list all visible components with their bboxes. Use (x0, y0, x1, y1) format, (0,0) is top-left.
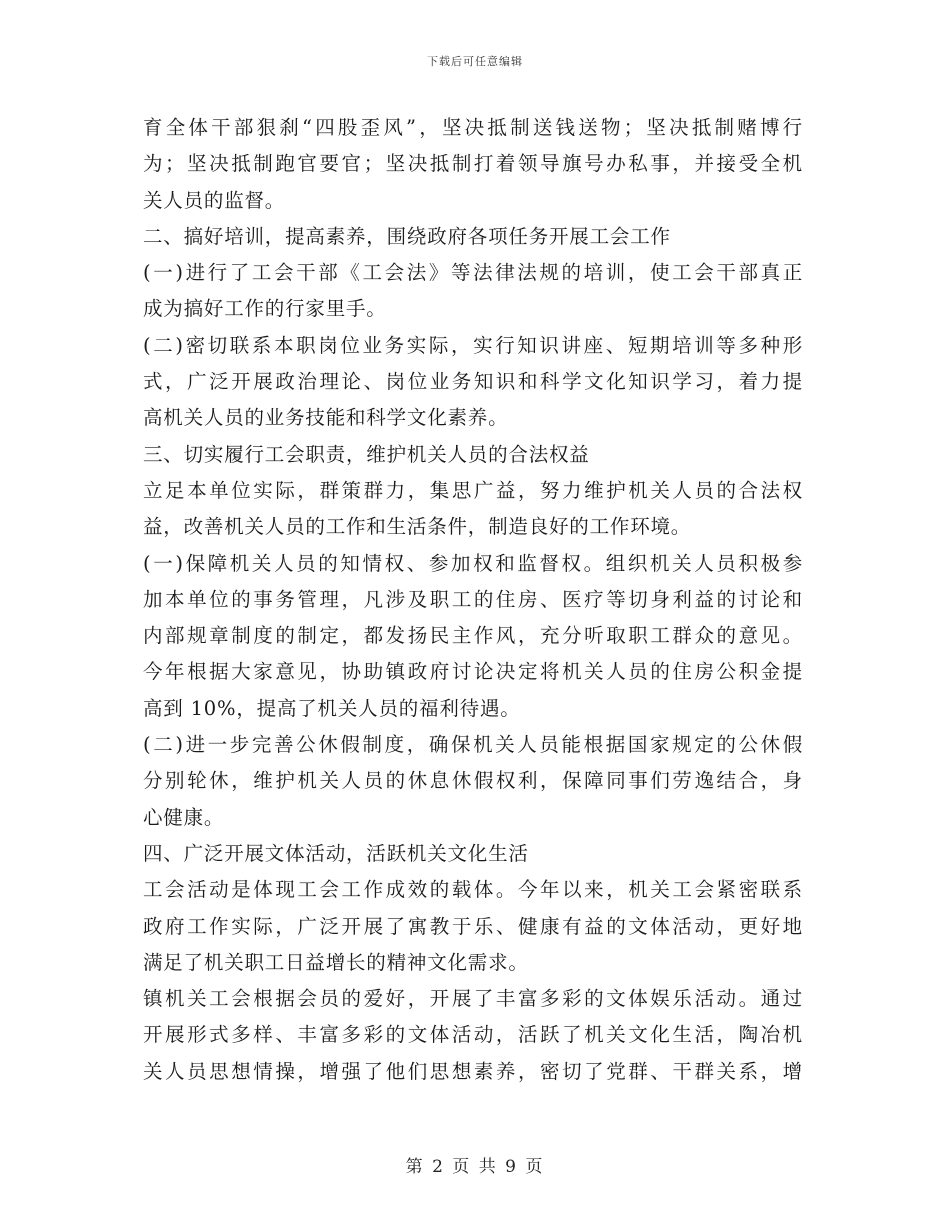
text-line: 开展形式多样、丰富多彩的文体活动，活跃了机关文化生活，陶冶机 (143, 1023, 803, 1047)
text-line: (二)密切联系本职岗位业务实际，实行知识讲座、短期培训等多种形 (143, 333, 803, 357)
text-line: 政府工作实际，广泛开展了寓教于乐、健康有益的文体活动，更好地 (143, 914, 803, 938)
text-line: 式，广泛开展政治理论、岗位业务知识和科学文化知识学习，着力提 (143, 370, 803, 394)
text-line: 分别轮休，维护机关人员的休息休假权利，保障同事们劳逸结合，身 (143, 769, 803, 793)
text-line: 今年根据大家意见，协助镇政府讨论决定将机关人员的住房公积金提 (143, 660, 803, 684)
text-line: (二)进一步完善公休假制度，确保机关人员能根据国家规定的公休假 (143, 733, 803, 757)
text-line: 关人员的监督。 (143, 188, 286, 212)
section-heading: 三、切实履行工会职责，维护机关人员的合法权益 (143, 442, 590, 466)
text-line: 成为搞好工作的行家里手。 (143, 297, 387, 321)
text-line: 关人员思想情操，增强了他们思想素养，密切了党群、干群关系，增 (143, 1059, 803, 1083)
text-line: 为；坚决抵制跑官要官；坚决抵制打着领导旗号办私事，并接受全机 (143, 152, 803, 176)
text-line: 立足本单位实际，群策群力，集思广益，努力维护机关人员的合法权 (143, 478, 803, 502)
document-body (143, 110, 803, 1090)
text-line: 镇机关工会根据会员的爱好，开展了丰富多彩的文体娱乐活动。通过 (143, 987, 803, 1011)
page-header: 下载后可任意编辑 (427, 55, 523, 68)
text-line: 心健康。 (143, 805, 225, 829)
text-line: 高到 10%，提高了机关人员的福利待遇。 (143, 696, 521, 720)
text-line: 加本单位的事务管理，凡涉及职工的住房、医疗等切身利益的讨论和 (143, 587, 803, 611)
text-line: 内部规章制度的制定，都发扬民主作风，充分听取职工群众的意见。 (143, 624, 803, 648)
section-heading: 二、搞好培训，提高素养，围绕政府各项任务开展工会工作 (143, 224, 671, 248)
text-line: 益，改善机关人员的工作和生活条件，制造良好的工作环境。 (143, 515, 692, 539)
text-line: (一)保障机关人员的知情权、参加权和监督权。组织机关人员积极参 (143, 551, 803, 575)
text-line: 满足了机关职工日益增长的精神文化需求。 (143, 950, 529, 974)
text-line: 高机关人员的业务技能和科学文化素养。 (143, 406, 509, 430)
section-heading: 四、广泛开展文体活动，活跃机关文化生活 (143, 841, 529, 865)
text-line: 育全体干部狠刹“四股歪风”，坚决抵制送钱送物；坚决抵制赌博行 (143, 116, 803, 139)
page-number-footer: 第 2 页 共 9 页 (405, 1157, 545, 1177)
text-line: 工会活动是体现工会工作成效的载体。今年以来，机关工会紧密联系 (143, 878, 803, 902)
text-line: (一)进行了工会干部《工会法》等法律法规的培训，使工会干部真正 (143, 261, 803, 285)
